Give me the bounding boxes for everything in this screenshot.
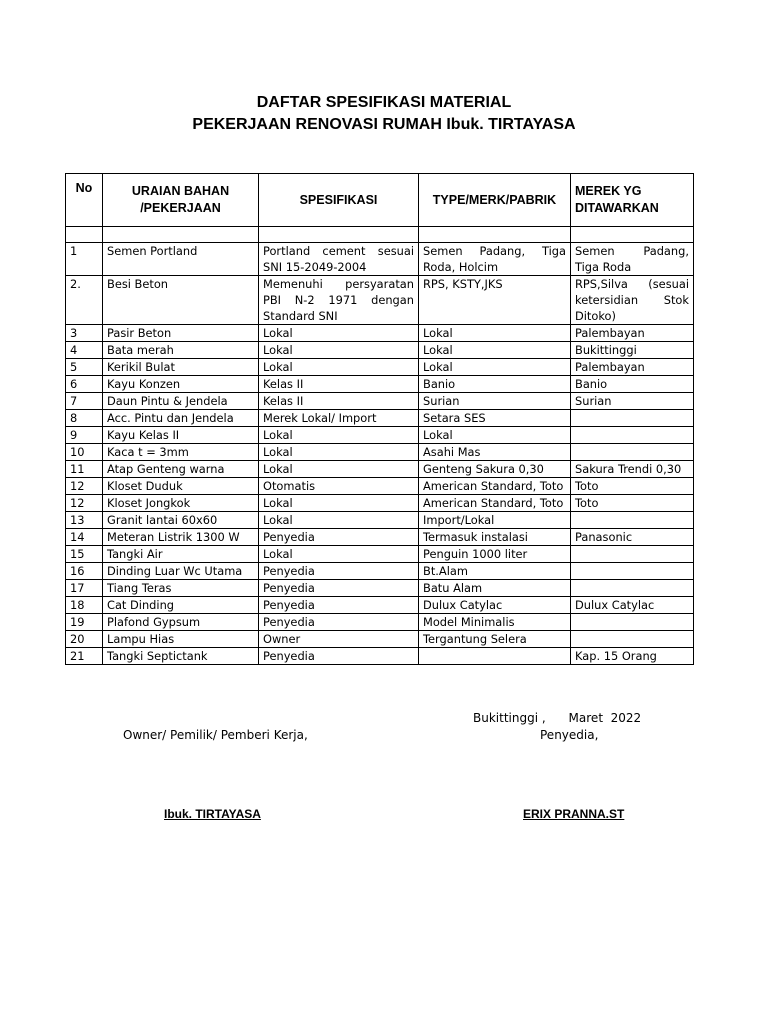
cell-uraian: Kloset Jongkok	[103, 495, 259, 512]
cell-spesifikasi: Lokal	[259, 512, 419, 529]
cell-type: Bt.Alam	[419, 563, 571, 580]
table-row	[66, 478, 694, 495]
cell-spesifikasi: Otomatis	[259, 478, 419, 495]
cell-type: Surian	[419, 393, 571, 410]
cell-no: 6	[66, 376, 103, 393]
cell-merek: Toto	[571, 495, 694, 512]
cell-spesifikasi: Penyedia	[259, 648, 419, 665]
table-row	[66, 276, 694, 325]
cell-uraian: Besi Beton	[103, 276, 259, 325]
table-row	[66, 563, 694, 580]
document-title: DAFTAR SPESIFIKASI MATERIAL	[256, 94, 512, 111]
header-merek: MEREK YG DITAWARKAN	[571, 174, 694, 227]
cell-type: Lokal	[419, 359, 571, 376]
cell-type: Import/Lokal	[419, 512, 571, 529]
table-row	[66, 546, 694, 563]
cell-uraian: Tangki Septictank	[103, 648, 259, 665]
cell-no: 15	[66, 546, 103, 563]
cell-merek: RPS,Silva (sesuai ketersidian Stok Ditoko)	[571, 276, 694, 325]
cell-uraian: Cat Dinding	[103, 597, 259, 614]
cell-type	[419, 648, 571, 665]
cell-type: RPS, KSTY,JKS	[419, 276, 571, 325]
cell-no: 9	[66, 427, 103, 444]
cell-spesifikasi: Penyedia	[259, 597, 419, 614]
cell-spesifikasi: Owner	[259, 631, 419, 648]
cell-type: Setara SES	[419, 410, 571, 427]
cell-merek	[571, 512, 694, 529]
cell-merek	[571, 444, 694, 461]
cell-merek: Semen Padang, Tiga Roda	[571, 243, 694, 276]
cell-spesifikasi: Penyedia	[259, 614, 419, 631]
cell-merek: Toto	[571, 478, 694, 495]
cell-spesifikasi: Penyedia	[259, 580, 419, 597]
cell-uraian: Daun Pintu & Jendela	[103, 393, 259, 410]
cell-no: 19	[66, 614, 103, 631]
cell-no: 2.	[66, 276, 103, 325]
cell-merek	[571, 563, 694, 580]
cell-uraian: Pasir Beton	[103, 325, 259, 342]
cell-no: 21	[66, 648, 103, 665]
header-no: No	[66, 174, 103, 227]
cell-no: 12	[66, 478, 103, 495]
owner-label: Owner/ Pemilik/ Pemberi Kerja,	[123, 728, 308, 742]
cell-type: Lokal	[419, 325, 571, 342]
cell-uraian: Tiang Teras	[103, 580, 259, 597]
document-subtitle: PEKERJAAN RENOVASI RUMAH Ibuk. TIRTAYASA	[192, 116, 576, 133]
cell-merek: Bukittinggi	[571, 342, 694, 359]
cell-merek: Panasonic	[571, 529, 694, 546]
cell-merek	[571, 614, 694, 631]
cell-uraian: Dinding Luar Wc Utama	[103, 563, 259, 580]
cell-no: 10	[66, 444, 103, 461]
cell-uraian: Tangki Air	[103, 546, 259, 563]
owner-name: Ibuk. TIRTAYASA	[164, 807, 261, 821]
cell-spesifikasi: Lokal	[259, 444, 419, 461]
table-row	[66, 376, 694, 393]
cell-uraian: Kaca t = 3mm	[103, 444, 259, 461]
cell-merek: Palembayan	[571, 359, 694, 376]
cell-uraian: Semen Portland	[103, 243, 259, 276]
table-row	[66, 461, 694, 478]
provider-label: Penyedia,	[540, 728, 599, 742]
cell-merek: Palembayan	[571, 325, 694, 342]
table-row	[66, 580, 694, 597]
cell-type: Batu Alam	[419, 580, 571, 597]
cell-merek: Surian	[571, 393, 694, 410]
table-row	[66, 631, 694, 648]
cell-no: 11	[66, 461, 103, 478]
table-row	[66, 512, 694, 529]
table-row	[66, 614, 694, 631]
cell-uraian: Atap Genteng warna	[103, 461, 259, 478]
table-row	[66, 648, 694, 665]
table-row	[66, 393, 694, 410]
cell-spesifikasi: Penyedia	[259, 563, 419, 580]
cell-merek	[571, 580, 694, 597]
header-spesifikasi: SPESIFIKASI	[259, 174, 419, 227]
provider-name: ERIX PRANNA.ST	[523, 807, 625, 821]
cell-merek	[571, 427, 694, 444]
cell-spesifikasi: Lokal	[259, 427, 419, 444]
table-row	[66, 597, 694, 614]
cell-spesifikasi: Lokal	[259, 359, 419, 376]
cell-merek: Banio	[571, 376, 694, 393]
cell-spesifikasi: Lokal	[259, 495, 419, 512]
cell-uraian: Meteran Listrik 1300 W	[103, 529, 259, 546]
cell-uraian: Lampu Hias	[103, 631, 259, 648]
table-row	[66, 410, 694, 427]
cell-no: 14	[66, 529, 103, 546]
table-row	[66, 444, 694, 461]
cell-type: Tergantung Selera	[419, 631, 571, 648]
cell-uraian: Kloset Duduk	[103, 478, 259, 495]
cell-no: 16	[66, 563, 103, 580]
cell-no: 18	[66, 597, 103, 614]
cell-uraian: Kayu Konzen	[103, 376, 259, 393]
cell-no: 1	[66, 243, 103, 276]
cell-spesifikasi: Lokal	[259, 325, 419, 342]
cell-no: 13	[66, 512, 103, 529]
cell-spesifikasi: Lokal	[259, 461, 419, 478]
table-row	[66, 427, 694, 444]
cell-type: Banio	[419, 376, 571, 393]
cell-spesifikasi: Lokal	[259, 342, 419, 359]
specification-table	[65, 173, 694, 665]
cell-no: 8	[66, 410, 103, 427]
cell-uraian: Bata merah	[103, 342, 259, 359]
cell-uraian: Plafond Gypsum	[103, 614, 259, 631]
cell-uraian: Kerikil Bulat	[103, 359, 259, 376]
cell-merek: Sakura Trendi 0,30	[571, 461, 694, 478]
cell-type: Asahi Mas	[419, 444, 571, 461]
header-type: TYPE/MERK/PABRIK	[419, 174, 571, 227]
cell-uraian: Kayu Kelas II	[103, 427, 259, 444]
table-row	[66, 325, 694, 342]
cell-type: Dulux Catylac	[419, 597, 571, 614]
cell-type: Genteng Sakura 0,30	[419, 461, 571, 478]
table-row	[66, 529, 694, 546]
table-row	[66, 243, 694, 276]
cell-type: Lokal	[419, 427, 571, 444]
cell-spesifikasi: Lokal	[259, 546, 419, 563]
cell-spesifikasi: Penyedia	[259, 529, 419, 546]
cell-no: 5	[66, 359, 103, 376]
cell-spesifikasi: Kelas II	[259, 376, 419, 393]
cell-spesifikasi: Memenuhi persyaratan PBI N-2 1971 dengan Standard SNI	[259, 276, 419, 325]
cell-spesifikasi: Portland cement sesuai SNI 15-2049-2004	[259, 243, 419, 276]
place-date: Bukittinggi , Maret 2022	[473, 711, 642, 725]
cell-type: Termasuk instalasi	[419, 529, 571, 546]
cell-merek	[571, 410, 694, 427]
cell-no: 4	[66, 342, 103, 359]
table-row	[66, 342, 694, 359]
spacer-row	[66, 227, 694, 243]
cell-type: Penguin 1000 liter	[419, 546, 571, 563]
cell-merek: Kap. 15 Orang	[571, 648, 694, 665]
cell-merek: Dulux Catylac	[571, 597, 694, 614]
cell-spesifikasi: Merek Lokal/ Import	[259, 410, 419, 427]
cell-type: Model Minimalis	[419, 614, 571, 631]
cell-merek	[571, 546, 694, 563]
cell-merek	[571, 631, 694, 648]
table-header-row	[66, 174, 694, 227]
header-uraian: URAIAN BAHAN /PEKERJAAN	[103, 174, 259, 227]
table-row	[66, 495, 694, 512]
cell-type: Lokal	[419, 342, 571, 359]
cell-type: American Standard, Toto	[419, 495, 571, 512]
cell-no: 17	[66, 580, 103, 597]
cell-no: 20	[66, 631, 103, 648]
cell-type: Semen Padang, Tiga Roda, Holcim	[419, 243, 571, 276]
cell-no: 7	[66, 393, 103, 410]
cell-type: American Standard, Toto	[419, 478, 571, 495]
cell-no: 3	[66, 325, 103, 342]
table-row	[66, 359, 694, 376]
cell-spesifikasi: Kelas II	[259, 393, 419, 410]
cell-uraian: Acc. Pintu dan Jendela	[103, 410, 259, 427]
cell-no: 12	[66, 495, 103, 512]
cell-uraian: Granit lantai 60x60	[103, 512, 259, 529]
